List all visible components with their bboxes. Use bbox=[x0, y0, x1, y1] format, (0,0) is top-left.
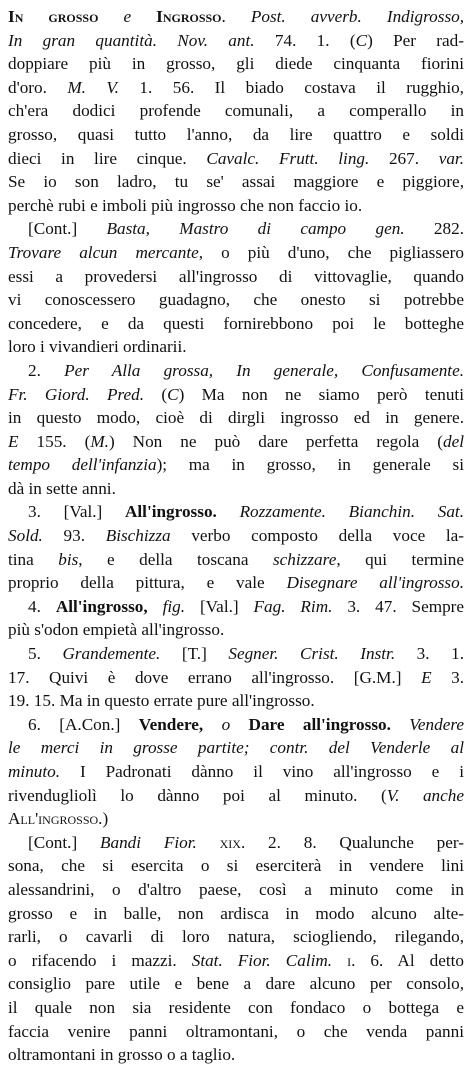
text-run: dà in sette anni. bbox=[8, 478, 116, 498]
text-line bbox=[8, 996, 464, 1020]
text-line bbox=[8, 1020, 464, 1044]
text-run: consiglio pare utile e bene a dare alcuno per consolo, bbox=[8, 974, 464, 994]
text-line bbox=[8, 548, 464, 572]
text-run: proprio della pittura, e vale bbox=[8, 573, 287, 593]
text-run bbox=[391, 715, 409, 734]
text-run: Vendere bbox=[409, 714, 464, 734]
text-run: var. bbox=[438, 148, 464, 168]
text-line bbox=[8, 359, 464, 383]
text-run: 3. 1. bbox=[395, 644, 464, 664]
text-run: ) Per rad- bbox=[367, 30, 464, 50]
text-line bbox=[8, 288, 464, 312]
text-run: 19. 15. Ma in questo errate pure all'ingrosso. bbox=[8, 691, 315, 711]
text-line bbox=[8, 406, 464, 430]
text-run: ) bbox=[102, 809, 109, 829]
text-line bbox=[8, 76, 464, 100]
text-run: All'ingrosso. bbox=[8, 809, 103, 829]
text-run: doppiare più in grosso, gli diede cinquanta fiorini bbox=[8, 54, 464, 74]
text-run: 6. [A.Con.] bbox=[28, 714, 139, 734]
text-line bbox=[8, 1043, 464, 1067]
text-line bbox=[8, 713, 464, 737]
text-line bbox=[8, 949, 464, 973]
text-line bbox=[8, 831, 464, 855]
text-line bbox=[8, 618, 464, 642]
text-run: [Val.] bbox=[185, 596, 254, 616]
text-line bbox=[8, 312, 464, 336]
text-run: 282. bbox=[404, 219, 464, 239]
text-run bbox=[203, 715, 221, 734]
text-run: , e della toscana bbox=[78, 549, 273, 569]
text-run: I Padronati dànno il vino all'ingrosso e i bbox=[60, 762, 464, 781]
text-run: del bbox=[443, 431, 464, 451]
text-line bbox=[8, 595, 464, 619]
text-line bbox=[8, 760, 464, 784]
text-line bbox=[8, 500, 464, 524]
text-run: M. V. bbox=[67, 77, 119, 97]
text-run: rarli, o cavarli di loro natura, sciogliendo, rilegando, bbox=[8, 927, 464, 947]
text-run: Ingrosso bbox=[156, 7, 222, 26]
text-run: E bbox=[421, 667, 432, 687]
text-run: xix. bbox=[219, 832, 246, 852]
text-run: bis bbox=[58, 549, 79, 569]
text-line bbox=[8, 99, 464, 123]
text-run: Se io son ladro, tu se' assai maggiore e piggiore, bbox=[8, 172, 464, 192]
text-run: d'oro. bbox=[8, 77, 68, 97]
text-run: fig. bbox=[162, 596, 186, 616]
text-line bbox=[8, 736, 464, 760]
text-run: 3. [Val.] bbox=[28, 502, 125, 522]
text-run: essi a provedersi all'ingrosso di vittovaglie, quando bbox=[8, 266, 464, 286]
text-run: 3. bbox=[431, 667, 464, 687]
text-run: alessandrini, o d'altro paese, così a minuto come in bbox=[8, 879, 464, 899]
text-run: sona, che si esercita o si eserciterà in vendere lini bbox=[8, 856, 464, 876]
text-run: Dare all'ingrosso. bbox=[248, 714, 391, 734]
text-run: 17. Quivi è dove errano all'ingrosso. [G.M.] bbox=[8, 667, 422, 687]
text-line bbox=[8, 123, 464, 147]
text-run: [T.] bbox=[160, 644, 229, 664]
text-run: in questo modo, cioè di dirgli ingrosso ed in genere. bbox=[8, 408, 464, 428]
text-line bbox=[8, 854, 464, 878]
text-line bbox=[8, 453, 464, 477]
text-run bbox=[148, 597, 163, 616]
text-run: Fr. Giord. Pred. bbox=[8, 384, 145, 404]
text-run: , o più d'uno, che pigliassero bbox=[198, 242, 464, 262]
text-run: faccia venire panni oltramontani, o che venda panni bbox=[8, 1021, 464, 1041]
text-run: grosso e in balle, non ardisca in modo alcuno alte- bbox=[8, 903, 464, 923]
text-run: Stat. Fior. Calim. bbox=[191, 950, 333, 970]
text-run: M. bbox=[90, 431, 109, 451]
text-run: minuto. bbox=[8, 762, 61, 781]
text-line bbox=[8, 170, 464, 194]
text-run: E bbox=[8, 431, 19, 451]
text-run: vi conoscessero guadagno, che onesto si potrebbe bbox=[8, 290, 464, 310]
text-run: [Cont.] bbox=[28, 832, 100, 852]
text-run: 3. 47. Sempre bbox=[332, 596, 464, 616]
text-line bbox=[8, 335, 464, 359]
text-run: 1. 56. Il biado costava il rugghio, bbox=[118, 77, 464, 97]
text-line bbox=[8, 642, 464, 666]
text-line bbox=[8, 147, 464, 171]
text-run: ) Ma non ne siamo però tenuti bbox=[178, 384, 464, 404]
text-line bbox=[8, 666, 464, 690]
text-line bbox=[8, 5, 464, 29]
text-run: loro i vivandieri ordinarii. bbox=[8, 337, 187, 357]
text-run bbox=[131, 7, 156, 26]
text-run: dieci in lire cinque. bbox=[8, 148, 207, 168]
text-run: All'ingrosso. bbox=[124, 502, 217, 522]
text-run bbox=[98, 7, 123, 26]
text-run: più s'odon empietà all'ingrosso. bbox=[8, 620, 225, 640]
text-run: o bbox=[221, 714, 231, 734]
text-run: All'ingrosso, bbox=[55, 596, 148, 616]
text-run: Disegnare all'ingrosso. bbox=[286, 573, 464, 593]
text-run: Sold. bbox=[8, 526, 43, 546]
text-line bbox=[8, 383, 464, 407]
text-run: Trovare alcun mercante bbox=[8, 242, 199, 262]
text-line bbox=[8, 477, 464, 501]
text-line bbox=[8, 807, 464, 831]
text-run: perchè rubi e imboli più ingrosso che non faccio io. bbox=[8, 195, 363, 215]
text-run: o rifacendo i mazzi. bbox=[8, 950, 192, 970]
text-run: 2. bbox=[28, 360, 65, 380]
text-run: 155. ( bbox=[18, 431, 91, 451]
text-line bbox=[8, 878, 464, 902]
text-run: Cavalc. Frutt. ling. bbox=[206, 148, 370, 168]
text-line bbox=[8, 430, 464, 454]
text-run: 5. bbox=[28, 644, 63, 664]
text-run: Basta, Mastro di campo gen. bbox=[106, 219, 405, 239]
text-run: C bbox=[167, 384, 179, 404]
text-run: i. bbox=[347, 950, 356, 970]
text-run: tempo dell'infanzia bbox=[8, 455, 157, 475]
text-line bbox=[8, 52, 464, 76]
text-line bbox=[8, 217, 464, 241]
text-line bbox=[8, 194, 464, 218]
text-line bbox=[8, 689, 464, 713]
text-run bbox=[230, 715, 248, 734]
text-run: [Cont.] bbox=[28, 219, 107, 239]
text-run: tina bbox=[8, 549, 59, 569]
text-run bbox=[217, 502, 240, 521]
text-run: le merci in grosse partite; contr. del Venderle al bbox=[8, 738, 464, 758]
text-run: schizzare bbox=[272, 549, 337, 569]
text-run: In gran quantità. Nov. ant. bbox=[8, 30, 255, 50]
text-run: 93. bbox=[42, 526, 106, 546]
text-run: oltramontani in grosso o a taglio. bbox=[8, 1045, 236, 1065]
text-line bbox=[8, 571, 464, 595]
text-run: . bbox=[221, 7, 251, 26]
text-run: rivendugliolì lo dànno poi al minuto. ( bbox=[8, 785, 387, 805]
text-run: concedere, e da questi fornirebbono poi le botteghe bbox=[8, 313, 464, 333]
text-run: Segner. Crist. Instr. bbox=[228, 644, 396, 664]
text-run: Bischizza bbox=[105, 526, 171, 546]
text-run: 2. 8. Qualunche per- bbox=[245, 832, 464, 852]
text-line bbox=[8, 241, 464, 265]
text-run: verbo composto della voce la- bbox=[170, 526, 464, 546]
text-line bbox=[8, 925, 464, 949]
text-run: 4. bbox=[28, 596, 56, 616]
text-run: 6. Al detto bbox=[355, 950, 464, 970]
text-line bbox=[8, 29, 464, 53]
text-run: Fag. Rim. bbox=[253, 596, 333, 616]
text-run: C bbox=[355, 30, 368, 50]
text-run: ) Non ne può dare perfetta regola ( bbox=[108, 431, 443, 451]
text-run: 267. bbox=[369, 148, 439, 168]
text-run: Bandi Fior. bbox=[99, 832, 197, 852]
text-run: ); ma in grosso, in generale si bbox=[156, 455, 464, 475]
text-run: In grosso bbox=[8, 7, 99, 26]
text-run: Grandemente. bbox=[62, 644, 161, 664]
text-line bbox=[8, 902, 464, 926]
text-run: Vendere, bbox=[138, 714, 204, 734]
text-run: e bbox=[123, 7, 132, 26]
text-run: ch'era dodici profende comunali, a comperallo in bbox=[8, 101, 464, 121]
text-run: Post. avverb. Indigrosso, bbox=[250, 7, 464, 26]
text-run: Rozzamente. Bianchin. Sat. bbox=[239, 502, 464, 522]
text-run: ( bbox=[144, 384, 168, 404]
text-line bbox=[8, 265, 464, 289]
text-run: il quale non sia residente con fondaco o bottega e bbox=[8, 997, 464, 1017]
text-run: 74. 1. ( bbox=[254, 30, 356, 50]
text-run: V. anche bbox=[386, 785, 464, 805]
text-line bbox=[8, 524, 464, 548]
text-run: grosso, quasi tutto l'anno, da lire quattro e soldi bbox=[8, 124, 464, 144]
text-line bbox=[8, 784, 464, 808]
text-run: Per Alla grossa, In generale, Confusamente. bbox=[64, 360, 464, 380]
text-run bbox=[197, 833, 220, 852]
text-run: , qui termine bbox=[336, 549, 464, 569]
text-line bbox=[8, 972, 464, 996]
